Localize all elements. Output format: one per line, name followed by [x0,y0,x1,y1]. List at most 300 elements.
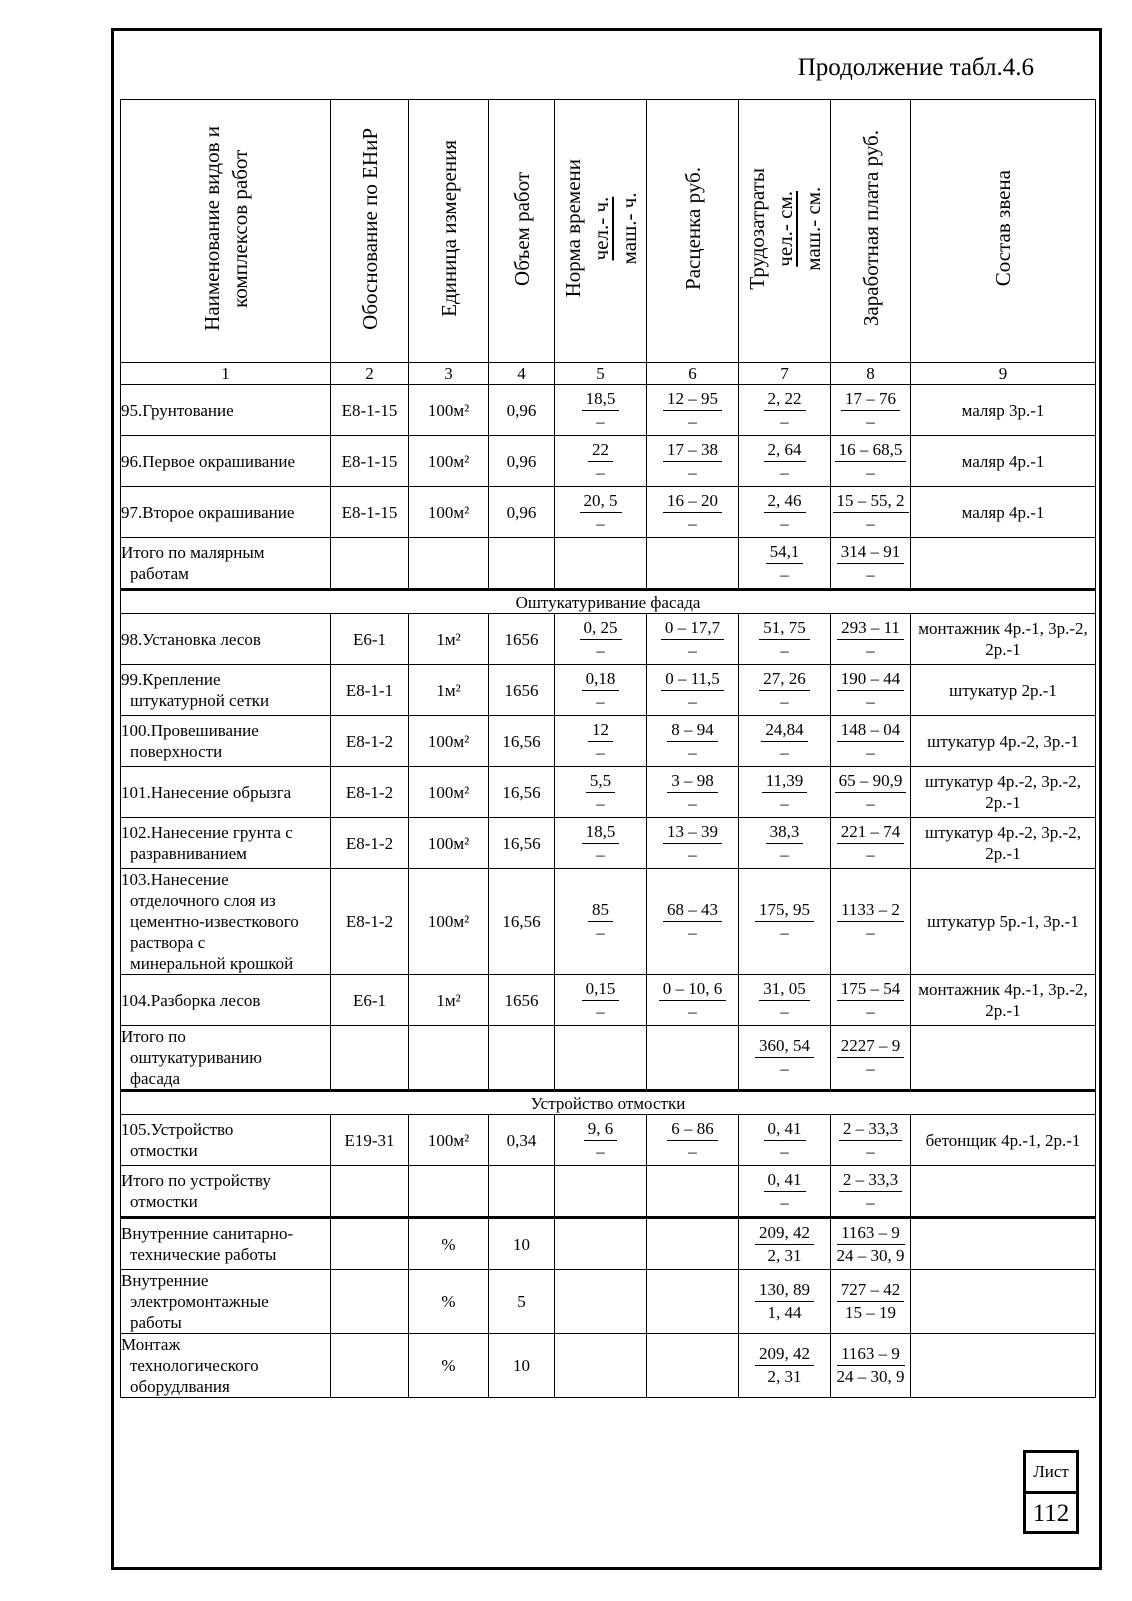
work-name-line: 95.Грунтование [121,400,234,420]
fraction [766,821,804,866]
table-row [121,767,1096,818]
fraction-top: 1133 – 2 [837,899,904,922]
fraction-top: 18,5 [582,821,620,844]
table-row [121,436,1096,487]
section-title: Устройство отмостки [121,1091,1096,1115]
unit: 100м² [409,767,489,818]
enir-code [331,1218,409,1270]
rate-cell [647,869,739,975]
header-line: Норма времени [560,159,585,298]
fraction-top: 68 – 43 [663,899,722,922]
fraction-top: 175 – 54 [837,978,905,1001]
norm-cell [555,1218,647,1270]
wage-cell [831,818,911,869]
header-label [435,140,463,317]
labor-cell [739,767,831,818]
fraction-top: 13 – 39 [663,821,722,844]
fraction [667,719,718,764]
labor-cell [739,1026,831,1091]
norm-cell [555,716,647,767]
rate-cell [647,614,739,665]
table-continuation-title: Продолжение табл.4.6 [797,54,1034,81]
table-row [121,1115,1096,1166]
rate-cell [647,818,739,869]
unit [409,538,489,590]
header-line: Расценка руб. [680,167,705,290]
fraction [837,1343,905,1388]
fraction-bottom: – [866,793,875,813]
enir-code [331,1270,409,1334]
volume: 10 [489,1334,555,1398]
fraction [764,388,806,433]
fraction-top: 2 – 33,3 [839,1169,902,1192]
fraction-bottom: – [866,1141,875,1161]
table-row [121,1270,1096,1334]
work-name-line: оштукатуриванию [130,1048,262,1067]
fraction-bottom: – [688,691,697,711]
fraction-top: 0, 25 [580,617,622,640]
fraction-bottom: – [688,513,697,533]
fraction-bottom: – [780,1141,789,1161]
labor-cell [739,1334,831,1398]
fraction-bottom: – [688,742,697,762]
fraction [755,899,814,944]
fraction-top: 0, 41 [764,1118,806,1141]
header-label [559,159,643,297]
wage-cell [831,975,911,1026]
rate-cell [647,1166,739,1218]
table-row [121,1334,1096,1398]
rate-cell [647,436,739,487]
fraction-bottom: – [688,793,697,813]
wage-cell [831,1218,911,1270]
crew: маляр 4р.-1 [911,436,1096,487]
work-name-line: 96.Первое окрашивание [121,451,296,471]
header-line: Единица измерения [436,140,461,317]
header-label [198,126,254,331]
fraction [582,388,620,433]
fraction [584,1118,618,1163]
work-name-line: цементно-известкового [130,912,299,931]
enir-code: Е6-1 [331,614,409,665]
rate-cell [647,1334,739,1398]
section-row [121,590,1096,614]
fraction [663,439,722,484]
column-number: 2 [331,363,409,385]
fraction [839,1118,902,1163]
unit: 100м² [409,487,489,538]
fraction-top: 1163 – 9 [837,1222,905,1245]
enir-code: Е8-1-15 [331,385,409,436]
fraction-top: 12 – 95 [663,388,722,411]
fraction [663,388,722,433]
table-row [121,975,1096,1026]
fraction-bottom: – [780,513,789,533]
fraction [580,490,622,535]
fraction-top: 727 – 42 [837,1279,905,1302]
fraction-bottom: – [688,411,697,431]
work-name-line: 105.Устройство [121,1120,234,1139]
header-cell [739,100,831,363]
volume: 0,96 [489,487,555,538]
work-name-line: технологического [130,1356,259,1375]
column-number: 4 [489,363,555,385]
fraction-bottom: 1, 44 [767,1303,802,1322]
rate-cell [647,538,739,590]
header-line: чел.- ч. [588,196,613,261]
volume: 0,96 [489,436,555,487]
header-row [121,100,1096,363]
table-row [121,665,1096,716]
unit: 100м² [409,1115,489,1166]
norm-cell [555,665,647,716]
fraction-top: 5,5 [586,770,615,793]
fraction-bottom: – [688,1141,697,1161]
wage-cell [831,487,911,538]
fraction-top: 0 – 17,7 [661,617,724,640]
fraction [582,978,620,1023]
fraction [667,770,718,815]
fraction-top: 190 – 44 [837,668,905,691]
header-line: Заработная плата руб. [858,130,883,327]
labor-cell [739,1218,831,1270]
unit: % [409,1334,489,1398]
header-cell [409,100,489,363]
fraction-top: 2 – 33,3 [839,1118,902,1141]
labor-cell [739,487,831,538]
labor-cell [739,1115,831,1166]
fraction [766,541,804,586]
crew: монтажник 4р.-1, 3р.-2, 2р.-1 [911,614,1096,665]
fraction-bottom: – [780,1001,789,1021]
fraction [663,821,722,866]
norm-cell [555,538,647,590]
fraction [586,770,615,815]
work-name-line: раствора с [130,933,206,952]
fraction-top: 16 – 68,5 [835,439,907,462]
norm-cell [555,487,647,538]
fraction-top: 15 – 55, 2 [833,490,909,513]
column-number: 8 [831,363,911,385]
rate-cell [647,487,739,538]
fraction-bottom: – [866,462,875,482]
fraction-top: 0, 41 [764,1169,806,1192]
labor-cell [739,975,831,1026]
crew: штукатур 2р.-1 [911,665,1096,716]
fraction-bottom: – [866,1059,875,1078]
table-row [121,1026,1096,1091]
sheet-stamp [1023,1450,1079,1534]
sheet-number: 112 [1032,1500,1070,1527]
fraction [661,668,724,713]
fraction [755,1222,814,1267]
work-name [121,975,331,1026]
fraction-bottom: – [596,462,605,482]
fraction-bottom: 2, 31 [767,1245,802,1265]
table-row [121,538,1096,590]
header-line: комплексов работ [227,149,252,308]
table-row [121,716,1096,767]
fraction-top: 1163 – 9 [837,1343,905,1366]
work-name-line: электромонтажные [130,1292,269,1311]
work-name-line: 103.Нанесение [121,870,229,889]
crew [911,1026,1096,1091]
norm-cell [555,436,647,487]
crew [911,1270,1096,1334]
fraction-bottom: – [596,691,605,711]
unit [409,1026,489,1091]
header-label [679,167,707,290]
norm-cell [555,614,647,665]
work-name-line: разравниванием [130,844,247,863]
crew: маляр 4р.-1 [911,487,1096,538]
work-name [121,1026,331,1091]
labor-cell [739,818,831,869]
fraction-bottom: – [780,691,789,711]
unit: 100м² [409,869,489,975]
fraction [837,719,905,764]
enir-code: Е19-31 [331,1115,409,1166]
fraction-top: 3 – 98 [667,770,718,793]
norm-cell [555,975,647,1026]
work-name [121,818,331,869]
enir-code: Е8-1-2 [331,818,409,869]
enir-code [331,538,409,590]
wage-cell [831,716,911,767]
crew [911,1166,1096,1218]
header-label [989,170,1017,286]
wage-cell [831,1115,911,1166]
wage-cell [831,1334,911,1398]
header-cell [647,100,739,363]
fraction [661,617,724,662]
work-name [121,538,331,590]
labor-cell [739,614,831,665]
fraction [837,899,904,944]
wage-cell [831,1026,911,1091]
norm-cell [555,1166,647,1218]
header-label [508,172,536,286]
fraction [588,899,613,944]
norm-cell [555,1026,647,1091]
fraction [762,770,808,815]
fraction-bottom: – [596,640,605,660]
wage-cell [831,869,911,975]
fraction-bottom: – [866,742,875,762]
enir-code: Е8-1-2 [331,869,409,975]
fraction-bottom: 15 – 19 [845,1303,896,1322]
fraction [588,439,613,484]
fraction [839,1169,902,1214]
wage-cell [831,538,911,590]
fraction-top: 0 – 11,5 [661,668,724,691]
fraction-top: 221 – 74 [837,821,905,844]
column-number-row [121,363,1096,385]
fraction-bottom: – [596,844,605,864]
crew [911,1218,1096,1270]
work-name [121,436,331,487]
rate-cell [647,385,739,436]
labor-cell [739,665,831,716]
enir-code [331,1026,409,1091]
table-row [121,869,1096,975]
fraction-top: 24,84 [761,719,807,742]
fraction [580,617,622,662]
fraction [837,1035,905,1080]
fraction-bottom: 24 – 30, 9 [836,1367,905,1386]
fraction [841,388,900,433]
fraction-top: 12 [588,719,613,742]
crew: штукатур 4р.-2, 3р.-2, 2р.-1 [911,767,1096,818]
work-name-line: штукатурной сетки [130,691,270,710]
fraction [755,1343,814,1388]
fraction [835,439,907,484]
fraction [759,978,810,1023]
crew: штукатур 5р.-1, 3р.-1 [911,869,1096,975]
column-number: 7 [739,363,831,385]
fraction-top: 0,15 [582,978,620,1001]
column-number: 5 [555,363,647,385]
volume: 0,34 [489,1115,555,1166]
work-name-line: Итого по [121,1027,186,1046]
fraction-bottom: – [780,411,789,431]
fraction-top: 2, 64 [764,439,806,462]
rate-cell [647,975,739,1026]
fraction-top: 51, 75 [759,617,810,640]
work-name [121,1218,331,1270]
fraction-top: 130, 89 [755,1279,814,1302]
labor-cell [739,1166,831,1218]
column-number: 9 [911,363,1096,385]
work-name-line: 102.Нанесение грунта с [121,823,293,842]
work-name-line: 97.Второе окрашивание [121,502,295,522]
fraction [663,490,722,535]
table-body [121,100,1096,1398]
fraction-top: 2, 22 [764,388,806,411]
section-title: Оштукатуривание фасада [121,590,1096,614]
fraction-bottom: – [596,793,605,813]
crew: бетонщик 4р.-1, 2р.-1 [911,1115,1096,1166]
work-name-line: 98.Установка лесов [121,629,261,649]
work-name-line: отмостки [130,1192,198,1211]
fraction [755,1279,814,1324]
fraction-bottom: 2, 31 [767,1367,802,1386]
fraction [764,1169,806,1214]
fraction [837,978,905,1023]
unit: 1м² [409,975,489,1026]
volume [489,1166,555,1218]
work-name [121,1270,331,1334]
header-line: чел.- см. [772,190,797,267]
unit: 1м² [409,614,489,665]
fraction-top: 8 – 94 [667,719,718,742]
fraction-bottom: – [780,564,789,584]
fraction-top: 85 [588,899,613,922]
fraction-top: 6 – 86 [667,1118,718,1141]
rate-cell [647,767,739,818]
fraction-bottom: – [866,923,875,942]
header-label [356,128,384,330]
fraction-top: 209, 42 [755,1343,814,1366]
fraction [659,978,727,1023]
table-row [121,1218,1096,1270]
fraction-bottom: – [866,564,875,584]
fraction-top: 11,39 [762,770,808,793]
fraction [761,719,807,764]
header-cell [489,100,555,363]
work-name [121,1334,331,1398]
unit: 100м² [409,436,489,487]
work-name-line: фасада [130,1069,181,1088]
fraction-top: 293 – 11 [837,617,904,640]
work-name-line: 101.Нанесение обрызга [121,782,292,802]
wage-cell [831,1166,911,1218]
norm-cell [555,385,647,436]
header-line: маш.- см. [800,186,825,271]
header-line: Наименование видов и [199,126,224,331]
fraction [759,668,810,713]
fraction-bottom: – [866,691,875,711]
work-name-line: поверхности [130,742,223,761]
header-line: Трудозатраты [744,167,769,290]
fraction [837,821,905,866]
fraction [833,490,909,535]
fraction [835,770,907,815]
work-name-line: Внутренние санитарно- [121,1224,294,1243]
fraction-bottom: – [688,640,697,660]
enir-code: Е6-1 [331,975,409,1026]
norm-cell [555,869,647,975]
fraction-top: 17 – 38 [663,439,722,462]
fraction-bottom: – [780,844,789,864]
rate-cell [647,1270,739,1334]
volume: 10 [489,1218,555,1270]
crew: маляр 3р.-1 [911,385,1096,436]
header-line: Состав звена [991,170,1015,287]
column-number: 3 [409,363,489,385]
work-name-line: Внутренние [121,1271,209,1290]
work-name [121,665,331,716]
work-name [121,1115,331,1166]
volume: 5 [489,1270,555,1334]
fraction [837,668,905,713]
fraction-top: 209, 42 [755,1222,814,1245]
crew: монтажник 4р.-1, 3р.-2, 2р.-1 [911,975,1096,1026]
unit: 1м² [409,665,489,716]
fraction-bottom: – [780,640,789,660]
work-name [121,1166,331,1218]
fraction-top: 314 – 91 [837,541,905,564]
enir-code: Е8-1-2 [331,716,409,767]
column-number: 6 [647,363,739,385]
table-row [121,818,1096,869]
labor-cell [739,716,831,767]
labor-cell [739,385,831,436]
unit: 100м² [409,818,489,869]
fraction [764,490,806,535]
labor-cell [739,538,831,590]
header-cell [555,100,647,363]
work-name-line: оборудлвания [130,1377,230,1396]
header-cell [121,100,331,363]
header-cell [911,100,1096,363]
labor-cell [739,436,831,487]
fraction-top: 0 – 10, 6 [659,978,727,1001]
fraction-bottom: – [596,513,605,533]
volume [489,538,555,590]
fraction-top: 54,1 [766,541,804,564]
enir-code: Е8-1-15 [331,436,409,487]
